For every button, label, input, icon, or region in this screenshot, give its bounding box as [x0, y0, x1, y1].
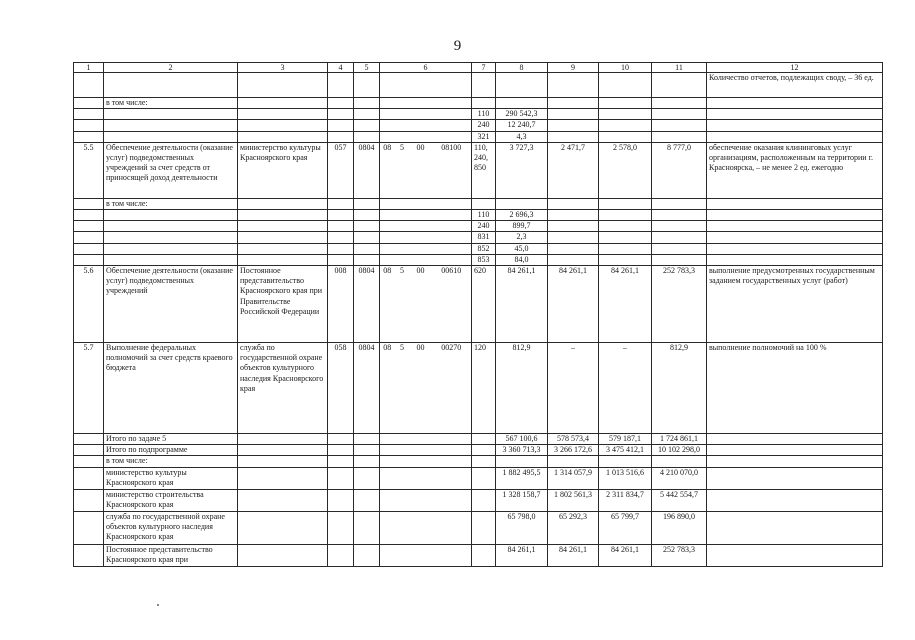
value-col10: 579 187,1	[599, 434, 652, 445]
value-col9: 1 314 057,9	[548, 467, 599, 489]
row-grbs-name: министерство культуры Красноярского края	[238, 142, 328, 198]
value-col11: 252 783,3	[652, 266, 707, 343]
row-name: Обеспечение деятельности (оказание услуг) подведомственных учреждений за счет средств от приносящей доход деятельности	[104, 142, 238, 198]
table-row	[74, 243, 883, 254]
table-row	[74, 142, 883, 198]
vr-code: 853	[472, 254, 496, 265]
value-col8: 12 240,7	[496, 120, 548, 131]
value-col8: 290 542,3	[496, 109, 548, 120]
table-row	[74, 73, 883, 98]
row-name: Выполнение федеральных полномочий за счет средств краевого бюджета	[104, 343, 238, 434]
vr-code: 110	[472, 210, 496, 221]
value-col11: 252 783,3	[652, 544, 707, 566]
row-grbs-name: Постоянное представительство Красноярского края при Правительстве Российской Федерации	[238, 266, 328, 343]
vr-code: 120	[472, 343, 496, 434]
table-row	[74, 210, 883, 221]
table-row	[74, 98, 883, 109]
value-col8: 3 727,3	[496, 142, 548, 198]
value-col11: 4 210 070,0	[652, 467, 707, 489]
vr-code: 240	[472, 221, 496, 232]
row-name: Обеспечение деятельности (оказание услуг) подведомственных учреждений	[104, 266, 238, 343]
header-cell: 1	[74, 63, 104, 73]
value-col8: 45,0	[496, 243, 548, 254]
table-row	[74, 544, 883, 566]
value-col8: 567 100,6	[496, 434, 548, 445]
table-row	[74, 120, 883, 131]
table-row	[74, 109, 883, 120]
value-col10: 1 013 516,6	[599, 467, 652, 489]
value-col11: 5 442 554,7	[652, 489, 707, 511]
row-number: 5.5	[74, 142, 104, 198]
total-row	[74, 434, 883, 445]
row-label: Итого по подпрограмме	[104, 445, 238, 456]
value-col10: 84 261,1	[599, 544, 652, 566]
rzpr-code: 0804	[354, 343, 380, 434]
table-row	[74, 343, 883, 434]
value-col8: 4,3	[496, 131, 548, 142]
value-col11: 8 777,0	[652, 142, 707, 198]
row-note: выполнение предусмотренных государственным заданием государственных услуг (работ)	[707, 266, 883, 343]
row-note: обеспечение оказания клининговых услуг организациям, расположенным на территории г. Красноярска, – не менее 2 ед. ежегодно	[707, 142, 883, 198]
table-row	[74, 221, 883, 232]
value-col8: 812,9	[496, 343, 548, 434]
table-row	[74, 456, 883, 467]
grbs-code: 008	[328, 266, 354, 343]
value-col11: 10 102 298,0	[652, 445, 707, 456]
budget-table	[73, 62, 883, 567]
csr-part: 00610	[432, 266, 472, 343]
total-row	[74, 445, 883, 456]
header-row	[74, 63, 883, 73]
vr-code: 110, 240, 850	[472, 142, 496, 198]
csr-part: 00	[410, 266, 432, 343]
table-row	[74, 198, 883, 209]
csr-part: 5	[395, 142, 410, 198]
header-cell: 6	[380, 63, 472, 73]
header-cell: 10	[599, 63, 652, 73]
value-col8: 2 696,3	[496, 210, 548, 221]
row-label: служба по государственной охране объектов культурного наследия Красноярского края	[104, 511, 238, 544]
value-col10: 2 311 834,7	[599, 489, 652, 511]
csr-part: 08100	[432, 142, 472, 198]
value-col8: 84 261,1	[496, 544, 548, 566]
rzpr-code: 0804	[354, 266, 380, 343]
vr-code: 110	[472, 109, 496, 120]
value-col10: 65 799,7	[599, 511, 652, 544]
row-label: в том числе:	[104, 198, 238, 209]
row-grbs-name: служба по государственной охране объектов культурного наследия Красноярского края	[238, 343, 328, 434]
value-col8: 84,0	[496, 254, 548, 265]
row-label: министерство культуры Красноярского края	[104, 467, 238, 489]
csr-part: 00	[410, 343, 432, 434]
csr-part: 5	[395, 266, 410, 343]
header-cell: 9	[548, 63, 599, 73]
header-cell: 2	[104, 63, 238, 73]
header-cell: 3	[238, 63, 328, 73]
grbs-code: 058	[328, 343, 354, 434]
value-col8: 1 328 158,7	[496, 489, 548, 511]
value-col11: 812,9	[652, 343, 707, 434]
value-col9: 84 261,1	[548, 544, 599, 566]
row-label: Постоянное представительство Красноярского края при	[104, 544, 238, 566]
csr-part: 00270	[432, 343, 472, 434]
value-col8: 3 360 713,3	[496, 445, 548, 456]
value-col8: 1 882 495,5	[496, 467, 548, 489]
value-col9: 2 471,7	[548, 142, 599, 198]
row-note: выполнение полномочий на 100 %	[707, 343, 883, 434]
rzpr-code: 0804	[354, 142, 380, 198]
table-row	[74, 467, 883, 489]
header-cell: 11	[652, 63, 707, 73]
csr-part: 00	[410, 142, 432, 198]
row-label: в том числе:	[104, 456, 238, 467]
row-number: 5.6	[74, 266, 104, 343]
row-label: в том числе:	[104, 98, 238, 109]
csr-part: 08	[380, 142, 395, 198]
value-col11: 1 724 861,1	[652, 434, 707, 445]
table-row	[74, 131, 883, 142]
table-row	[74, 489, 883, 511]
table-row	[74, 232, 883, 243]
value-col10: 2 578,0	[599, 142, 652, 198]
value-col9: 1 802 561,3	[548, 489, 599, 511]
value-col9: 578 573,4	[548, 434, 599, 445]
vr-code: 321	[472, 131, 496, 142]
header-cell: 8	[496, 63, 548, 73]
header-cell: 4	[328, 63, 354, 73]
csr-part: 08	[380, 343, 395, 434]
table-row	[74, 511, 883, 544]
table-row	[74, 266, 883, 343]
vr-code: 831	[472, 232, 496, 243]
vr-code: 620	[472, 266, 496, 343]
value-col10: –	[599, 343, 652, 434]
value-col9: 84 261,1	[548, 266, 599, 343]
value-col8: 65 798,0	[496, 511, 548, 544]
vr-code: 240	[472, 120, 496, 131]
row-label: Итого по задаче 5	[104, 434, 238, 445]
header-cell: 7	[472, 63, 496, 73]
page-number: 9	[453, 38, 462, 54]
row-number: 5.7	[74, 343, 104, 434]
value-col10: 3 475 412,1	[599, 445, 652, 456]
vr-code: 852	[472, 243, 496, 254]
header-cell: 5	[354, 63, 380, 73]
value-col11: 196 890,0	[652, 511, 707, 544]
value-col8: 84 261,1	[496, 266, 548, 343]
csr-part: 08	[380, 266, 395, 343]
value-col9: –	[548, 343, 599, 434]
table-row	[74, 254, 883, 265]
csr-part: 5	[395, 343, 410, 434]
row-label: министерство строительства Красноярского края	[104, 489, 238, 511]
grbs-code: 057	[328, 142, 354, 198]
value-col8: 2,3	[496, 232, 548, 243]
row-note: Количество отчетов, подлежащих своду, – 36 ед.	[707, 73, 883, 98]
value-col8: 899,7	[496, 221, 548, 232]
value-col10: 84 261,1	[599, 266, 652, 343]
header-cell: 12	[707, 63, 883, 73]
value-col9: 3 266 172,6	[548, 445, 599, 456]
value-col9: 65 292,3	[548, 511, 599, 544]
scan-speck	[157, 604, 159, 606]
